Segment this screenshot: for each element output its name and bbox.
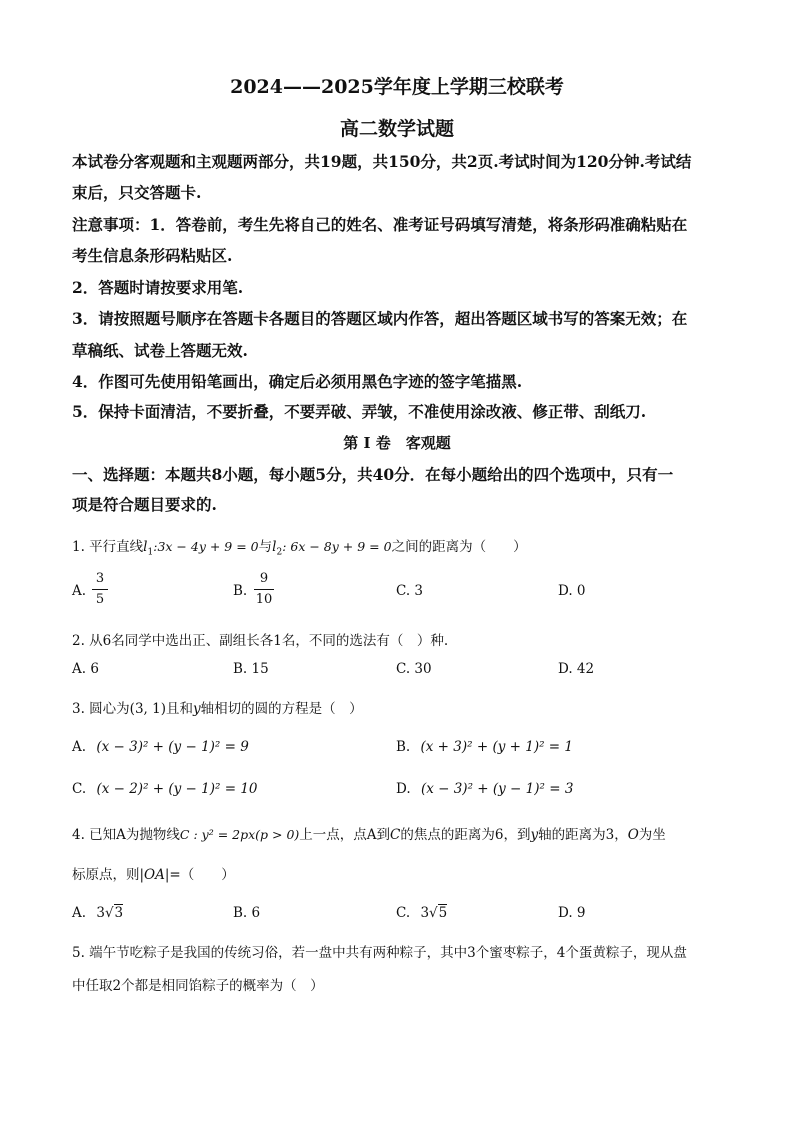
q1-l2-name: l xyxy=(272,539,277,555)
q2-option-d: D. 42 xyxy=(558,661,595,677)
note-1-line-1: 注意事项：1．答卷前，考生先将自己的姓名、准考证号码填写清楚，将条形码准确粘贴在 xyxy=(72,215,688,234)
q4-o-symbol: O xyxy=(627,827,639,843)
q1-prefix: 1. 平行直线 xyxy=(72,539,144,555)
q4-part-5: 为坐 xyxy=(638,827,666,843)
q1-option-d: D. 0 xyxy=(558,583,586,599)
q1-option-a-fraction xyxy=(92,570,108,609)
part-1-line-2: 项是符合题目要求的. xyxy=(72,495,217,514)
radical-icon: √ xyxy=(429,905,438,921)
q1-option-c: C. 3 xyxy=(396,583,424,599)
q3-option-d xyxy=(396,781,573,797)
part-1-line-1: 一、选择题：本题共8小题，每小题5分，共40分．在每小题给出的四个选项中，只有一 xyxy=(72,465,674,484)
note-1-line-2: 考生信息条形码粘贴区. xyxy=(72,246,233,265)
q4-option-c-coefficient: 3 xyxy=(420,905,430,921)
question-5-stem-line-1: 5. 端午节吃粽子是我国的传统习俗，若一盘中共有两种粽子，其中3个蜜枣粽子，4个蛋黄粽子，现从盘 xyxy=(72,945,687,961)
q4-option-b: B. 6 xyxy=(233,905,261,921)
q1-option-b-denominator: 10 xyxy=(255,592,273,607)
intro-line-1: 本试卷分客观题和主观题两部分，共19题，共150分，共2页.考试时间为120分钟.考试结 xyxy=(72,152,692,171)
exam-title: 2024——2025学年度上学期三校联考 xyxy=(230,76,564,98)
q1-suffix: 之间的距离为（ ） xyxy=(391,539,527,555)
q4-c-symbol: C xyxy=(390,827,401,843)
q3-option-c-label: C. xyxy=(72,781,87,797)
q3-option-c-equation: (x − 2)² + (y − 1)² = 10 xyxy=(96,781,258,797)
q4-part-4: 轴的距离为3， xyxy=(538,827,628,843)
q1-l2-sub: 2 xyxy=(276,547,283,558)
q3-suffix: 轴相切的圆的方程是（ ） xyxy=(200,701,363,717)
question-2-stem: 2. 从6名同学中选出正、副组长各1名，不同的选法有（ ）种. xyxy=(72,633,449,649)
q1-option-b-numerator: 9 xyxy=(259,571,269,586)
q3-option-b-equation: (x + 3)² + (y + 1)² = 1 xyxy=(420,739,573,755)
note-2: 2．答题时请按要求用笔. xyxy=(72,278,244,297)
note-5: 5．保持卡面清洁，不要折叠，不要弄破、弄皱，不准使用涂改液、修正带、刮纸刀. xyxy=(72,402,647,421)
radical-icon: √ xyxy=(104,905,114,921)
q4-part-3: 的焦点的距离为6，到 xyxy=(400,827,531,843)
q1-option-a-denominator: 5 xyxy=(95,592,105,607)
q3-mid: 且和 xyxy=(165,701,193,717)
intro-line-2: 束后，只交答题卡. xyxy=(72,183,202,202)
section-heading: 第 I 卷 客观题 xyxy=(343,434,451,452)
q3-option-d-label: D. xyxy=(396,781,411,797)
q2-option-a: A. 6 xyxy=(72,661,99,677)
question-4-stem-line-2 xyxy=(72,863,235,883)
q3-axis: y xyxy=(192,701,201,717)
q3-option-b-label: B. xyxy=(396,739,411,755)
q4-option-a-label: A. xyxy=(72,905,87,921)
q3-option-a-label: A. xyxy=(72,739,87,755)
q1-option-a-label: A. xyxy=(72,583,87,599)
question-4-stem-line-1 xyxy=(72,823,666,843)
note-3-line-2: 草稿纸、试卷上答题无效. xyxy=(72,341,248,360)
q4-line-2-b: =（ ） xyxy=(169,867,235,883)
q4-option-a xyxy=(72,905,123,921)
q1-option-b-fraction xyxy=(254,570,274,609)
q4-parabola-equation: C : y² = 2px(p > 0) xyxy=(179,827,300,842)
q1-option-a-numerator: 3 xyxy=(95,571,105,586)
q3-option-c xyxy=(72,781,258,797)
q3-option-b xyxy=(396,739,573,755)
q4-option-d: D. 9 xyxy=(558,905,586,921)
q4-option-c-label: C. xyxy=(396,905,411,921)
q4-option-c-radicand: 5 xyxy=(438,905,448,921)
q4-part-1: 4. 已知A为抛物线 xyxy=(72,827,180,843)
q4-part-2: 上一点，点A到 xyxy=(299,827,391,843)
note-4: 4．作图可先使用铅笔画出，确定后必须用黑色字迹的签字笔描黑. xyxy=(72,372,523,391)
q2-option-c: C. 30 xyxy=(396,661,432,677)
q3-option-a-equation: (x − 3)² + (y − 1)² = 9 xyxy=(96,739,249,755)
q4-abs-oa: |OA| xyxy=(139,867,170,883)
q1-l1-equation: :3x − 4y + 9 = 0 xyxy=(153,539,259,554)
q1-l2-equation: : 6x − 8y + 9 = 0 xyxy=(282,539,392,554)
q4-y-symbol: y xyxy=(530,827,539,843)
q1-mid: 与 xyxy=(258,539,273,555)
question-3-stem xyxy=(72,697,363,717)
q4-option-a-radicand: 3 xyxy=(114,905,124,921)
q2-option-b: B. 15 xyxy=(233,661,269,677)
question-1-stem xyxy=(72,535,527,558)
q3-option-d-equation: (x − 3)² + (y − 1)² = 3 xyxy=(420,781,574,797)
note-3-line-1: 3．请按照题号顺序在答题卡各题目的答题区域内作答，超出答题区域书写的答案无效；在 xyxy=(72,309,688,328)
q4-line-2-a: 标原点，则 xyxy=(72,867,140,883)
q4-option-a-coefficient: 3 xyxy=(96,905,105,921)
q1-l1-sub: 1 xyxy=(147,547,154,558)
q4-option-c xyxy=(396,905,447,921)
q3-center: (3, 1) xyxy=(129,701,166,717)
q1-option-b-label: B. xyxy=(233,583,248,599)
question-5-stem-line-2: 中任取2个都是相同馅粽子的概率为（ ） xyxy=(72,978,324,994)
q3-option-a xyxy=(72,739,249,755)
q1-l1-name: l xyxy=(143,539,148,555)
q3-prefix: 3. 圆心为 xyxy=(72,701,130,717)
exam-subtitle: 高二数学试题 xyxy=(339,118,454,140)
